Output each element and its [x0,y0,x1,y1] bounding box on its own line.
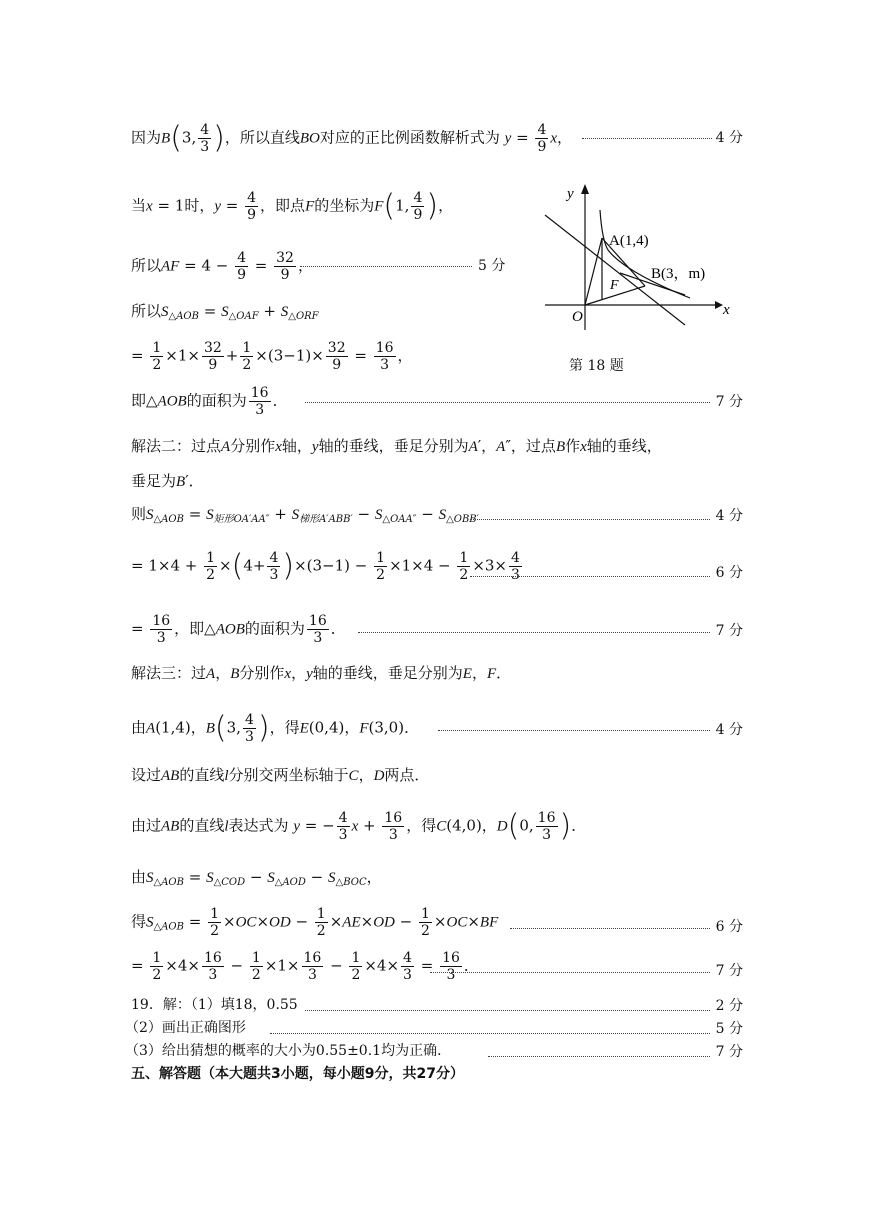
line-9: 则$S_{\triangle AOB} = S_{矩形OA'AA''} + S_{梯形A'ABB'} - S_{\triangle OAA''} - S_{\triangle OBB'}$ [131,505,479,525]
score-6: 6 分 [715,919,743,935]
leader-dots [300,266,472,267]
line-15: 由过AB的直线l表达式为 y = − $\frac{4}{3}$ x + $\frac{16}{3}$ ，得C(4,0)，D(0, $\frac{16}{3}$ )． [131,808,587,844]
line-20: （2）画出正确图形 [125,1020,246,1036]
line-5: = $\frac{1}{2}$ ×1× $\frac{32}{9}$ + $\frac{1}{2}$ ×(3−1)× $\frac{32}{9}$ = $\frac{16}{3}$ ， [131,340,413,373]
leader-dots [470,519,710,520]
leader-dots [270,1033,710,1034]
x-axis-arrow [715,301,723,309]
label-o: O [572,309,583,325]
line-7: 解法二：过点A分别作x轴，y轴的垂线，垂足分别为A′，A″，过点B作x轴的垂线， [131,437,662,455]
line-19: 19．解：（1）填18，0.55 [131,997,298,1013]
score-7: 7 分 [715,623,743,639]
leader-dots [305,402,710,403]
section-heading: 五、解答题（本大题共3小题，每小题9分，共27分） [131,1066,464,1082]
leader-dots [470,576,710,577]
label-x: x [723,302,730,318]
line-4: 所以$S_{\triangle AOB} = S_{\triangle OAF} + S_{\triangle ORF}$ [131,302,319,322]
line-10: = 1×4 + $\frac{1}{2}$ ×(4+ $\frac{4}{3}$ )×(3−1) − $\frac{1}{2}$ ×1×4 − $\frac{1}{2}$ ×3× $\frac{4}{3}$ [131,548,520,584]
label-f: F [610,278,619,293]
score-7: 7 分 [715,963,743,979]
geometry-figure [540,180,740,350]
leader-dots [430,972,710,973]
line-12: 解法三：过A，B分别作x，y轴的垂线，垂足分别为E，F． [131,664,512,682]
score-2: 2 分 [715,998,743,1014]
leader-dots [358,632,710,633]
leader-dots [510,928,710,929]
score-6: 6 分 [715,565,743,581]
leader-dots [582,138,712,139]
score-7: 7 分 [715,1044,743,1060]
score-4: 4 分 [715,130,743,146]
y-axis-arrow [581,184,589,194]
leader-dots [305,1010,710,1011]
label-y: y [567,186,574,202]
line-21: （3）给出猜想的概率的大小为0.55±0.1均为正确． [125,1043,452,1059]
line-2: 当x = 1时，y = $\frac{4}{9}$ ，即点F的坐标为F(1, $\frac{4}{9}$ )， [131,188,454,224]
label-b: B(3，m) [651,266,706,282]
line-8: 垂足为B′． [131,472,204,490]
leader-dots [438,730,710,731]
label-a: A(1,4) [609,233,649,249]
leader-dots [488,1056,710,1057]
score-5: 5 分 [715,1021,743,1037]
score-4: 4 分 [715,508,743,524]
line-13: 由A(1,4)，B(3, $\frac{4}{3}$ )，得E(0,4)，F(3,0)． [131,710,420,746]
figure-caption: 第 18 题 [569,358,624,374]
line-1: 因为B(3, $\frac{4}{3}$ )，所以直线BO对应的正比例函数解析式为 y = $\frac{4}{9}$ x， [131,120,573,156]
score-7: 7 分 [715,394,743,410]
line-14: 设过AB的直线l分别交两坐标轴于C，D两点． [131,766,430,784]
score-4: 4 分 [715,722,743,738]
line-17: 得$S_{\triangle AOB}$ = $\frac{1}{2}$ ×OC×OD − $\frac{1}{2}$ ×AE×OD − $\frac{1}{2}$ ×OC×BF [131,906,499,939]
line-3: 所以AF = 4 − $\frac{4}{9}$ = $\frac{32}{9}$ ， [131,250,313,283]
line-18: = $\frac{1}{2}$ ×4× $\frac{16}{3}$ − $\frac{1}{2}$ ×1× $\frac{16}{3}$ − $\frac{1}{2}$ ×4× $\frac{4}{3}$ = $\frac{16}{3}$ ． [131,950,479,983]
line-6: 即△AOB的面积为 $\frac{16}{3}$ ． [131,385,288,418]
line-11: = $\frac{16}{3}$ ，即△AOB的面积为 $\frac{16}{3}$ ． [131,613,346,646]
score-5: 5 分 [478,258,506,274]
line-16: 由$S_{\triangle AOB} = S_{\triangle COD} - S_{\triangle AOD} - S_{\triangle BOC}$， [131,868,382,888]
